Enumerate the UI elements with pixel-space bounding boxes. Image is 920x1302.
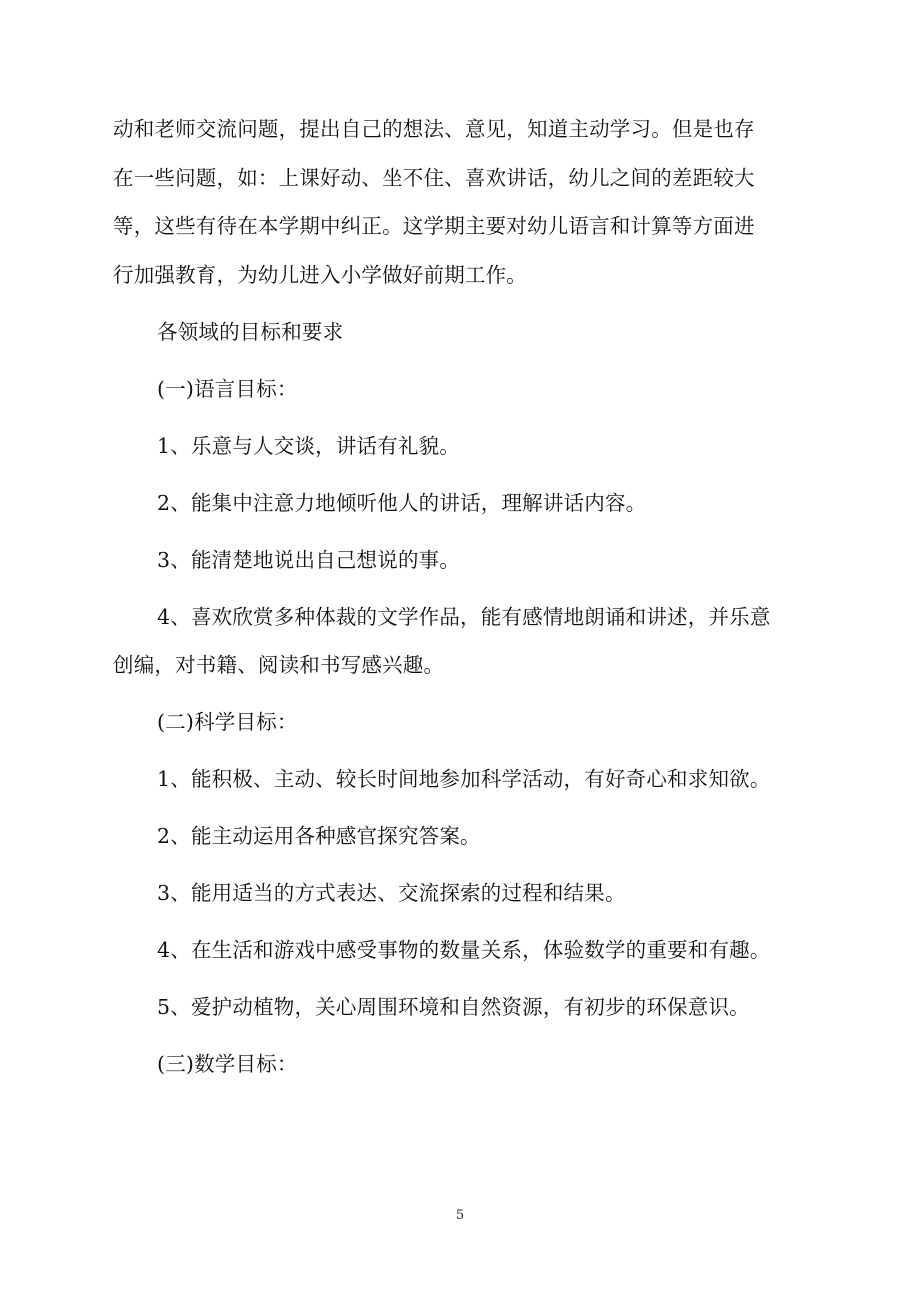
page-number: 5: [455, 1208, 465, 1223]
language-goal-item: 2、能集中注意力地倾听他人的讲话，理解讲话内容。: [157, 490, 647, 515]
intro-line: 在一些问题，如：上课好动、坐不住、喜欢讲话，幼儿之间的差距较大: [113, 165, 755, 190]
intro-paragraph: [113, 105, 813, 299]
section-heading: 各领域的目标和要求: [157, 319, 344, 344]
science-goals-heading: (二)科学目标：: [157, 710, 298, 734]
document-body: [113, 105, 813, 1089]
language-goal-item-line: 4、喜欢欣赏多种体裁的文学作品，能有感情地朗诵和讲述，并乐意: [157, 604, 771, 629]
intro-line: 等，这些有待在本学期中纠正。这学期主要对幼儿语言和计算等方面进: [113, 214, 755, 238]
language-goal-item: [113, 593, 813, 690]
science-goal-item: 4、在生活和游戏中感受事物的数量关系，体验数学的重要和有趣。: [157, 938, 771, 962]
science-goal-item: 3、能用适当的方式表达、交流探索的过程和结果。: [157, 881, 626, 905]
language-goal-item: 3、能清楚地说出自己想说的事。: [157, 547, 461, 572]
language-goals-heading: (一)语言目标：: [157, 376, 298, 401]
intro-line: 动和老师交流问题，提出自己的想法、意见，知道主动学习。但是也存: [113, 117, 755, 141]
language-goal-item: 1、乐意与人交谈，讲话有礼貌。: [157, 433, 461, 458]
science-goal-item: 1、能积极、主动、较长时间地参加科学活动，有好奇心和求知欲。: [157, 767, 771, 791]
math-goals-heading: (三)数学目标：: [157, 1052, 298, 1076]
science-goal-item: 5、爱护动植物，关心周围环境和自然资源，有初步的环保意识。: [157, 995, 750, 1019]
language-goal-item-line: 创编，对书籍、阅读和书写感兴趣。: [113, 653, 445, 677]
science-goal-item: 2、能主动运用各种感官探究答案。: [157, 824, 481, 848]
intro-line: 行加强教育，为幼儿进入小学做好前期工作。: [113, 262, 527, 287]
